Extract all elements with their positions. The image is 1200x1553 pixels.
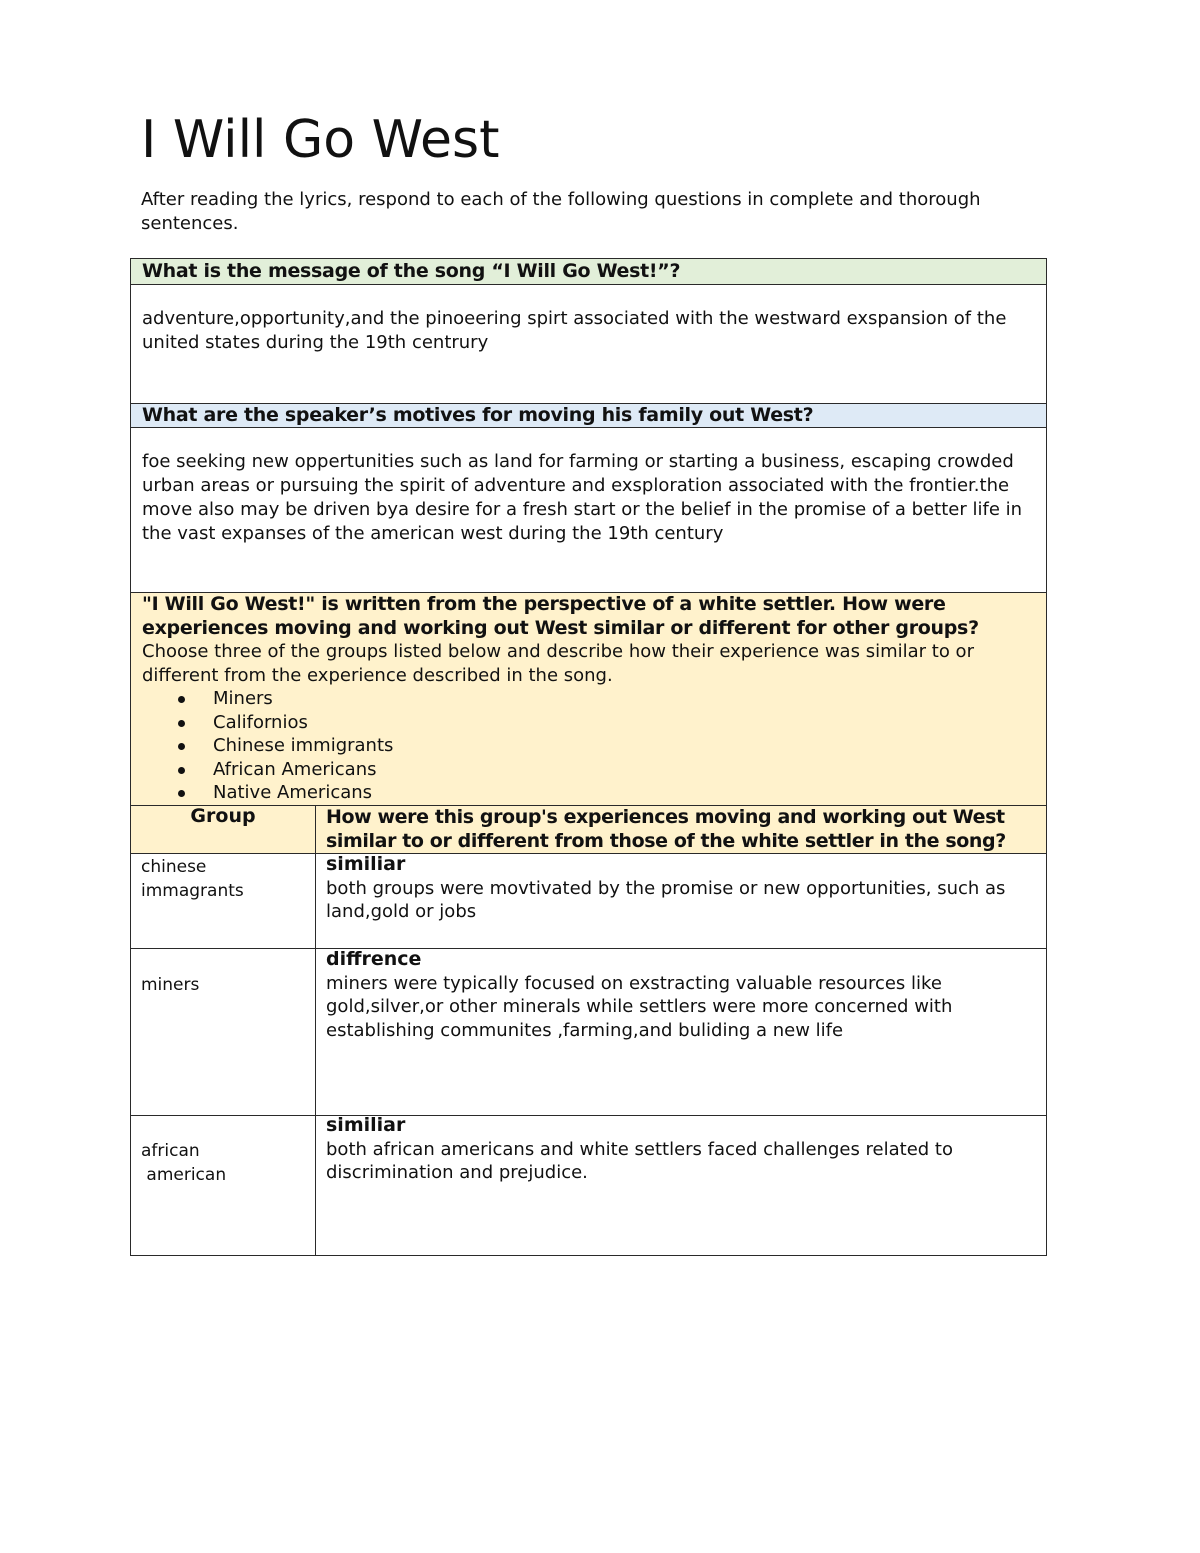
page-title: I Will Go West — [141, 110, 500, 170]
groups-list — [142, 687, 1035, 805]
group-list-item: Californios — [178, 711, 1035, 735]
column-divider — [315, 806, 316, 1256]
row-3-group[interactable]: african american — [141, 1141, 227, 1185]
bullet-icon — [178, 720, 185, 727]
question-2-header — [130, 404, 1047, 428]
question-1-header — [130, 258, 1047, 285]
row-2-verdict: diffrence — [326, 948, 422, 970]
row-1-group[interactable]: chinese immagrants — [141, 857, 244, 901]
group-list-item: Chinese immigrants — [178, 734, 1035, 758]
bullet-icon — [178, 767, 185, 774]
row-2-response[interactable] — [326, 948, 1038, 1042]
instructions: After reading the lyrics, respond to each of the following questions in complete and thorough sentences. — [141, 189, 981, 234]
group-column-header: Group — [190, 805, 256, 827]
bullet-icon — [178, 790, 185, 797]
group-list-item: African Americans — [178, 758, 1035, 782]
bullet-icon — [178, 743, 185, 750]
row-2-response-text: miners were typically focused on exstracting valuable resources like gold,silver,or other minerals while settlers were more concerned with establishing communites ,farming,and buliding a new life — [326, 972, 953, 1041]
row-1-response[interactable] — [326, 853, 1038, 924]
comparison-prompt-bold: "I Will Go West!" is written from the perspective of a white settler. How were experiences moving and working out West similar or different for other groups? — [142, 593, 979, 639]
row-3-verdict: similiar — [326, 1114, 406, 1136]
row-1-response-text: both groups were movtivated by the promise or new opportunities, such as land,gold or jobs — [326, 877, 1006, 922]
answer-1-cell[interactable] — [130, 285, 1047, 404]
row-2-group[interactable]: miners — [141, 975, 200, 995]
response-column-header: How were this group's experiences moving and working out West similar to or different from those of the white settler in the song? — [326, 806, 1006, 852]
question-2-prompt: What are the speaker’s motives for moving his family out West? — [142, 404, 814, 426]
comparison-instructions: Choose three of the groups listed below and describe how their experience was similar to or different from the experience described in the song. — [142, 641, 974, 686]
answer-2-cell[interactable] — [130, 428, 1047, 593]
bullet-icon — [178, 696, 185, 703]
row-3-response[interactable] — [326, 1114, 1038, 1185]
row-3-response-text: both african americans and white settlers faced challenges related to discrimination and prejudice. — [326, 1138, 954, 1183]
answer-2-text: foe seeking new oppertunities such as land for farming or starting a business, escaping crowded urban areas or pursuing the spirit of adventure and exsploration associated with the frontier.the move also may be driven bya desire for a fresh start or the belief in the promise of a better life in the vast expanses of the american west during the 19th century — [142, 451, 1023, 544]
comparison-prompt-cell — [130, 593, 1047, 806]
group-list-item: Native Americans — [178, 781, 1035, 805]
group-list-item: Miners — [178, 687, 1035, 711]
answer-1-text: adventure,opportunity,and the pinoeering spirt associated with the westward exspansion of the united states during the 19th centrury — [142, 308, 1007, 353]
row-1-verdict: similiar — [326, 853, 406, 875]
question-1-prompt: What is the message of the song “I Will Go West!”? — [142, 260, 681, 282]
